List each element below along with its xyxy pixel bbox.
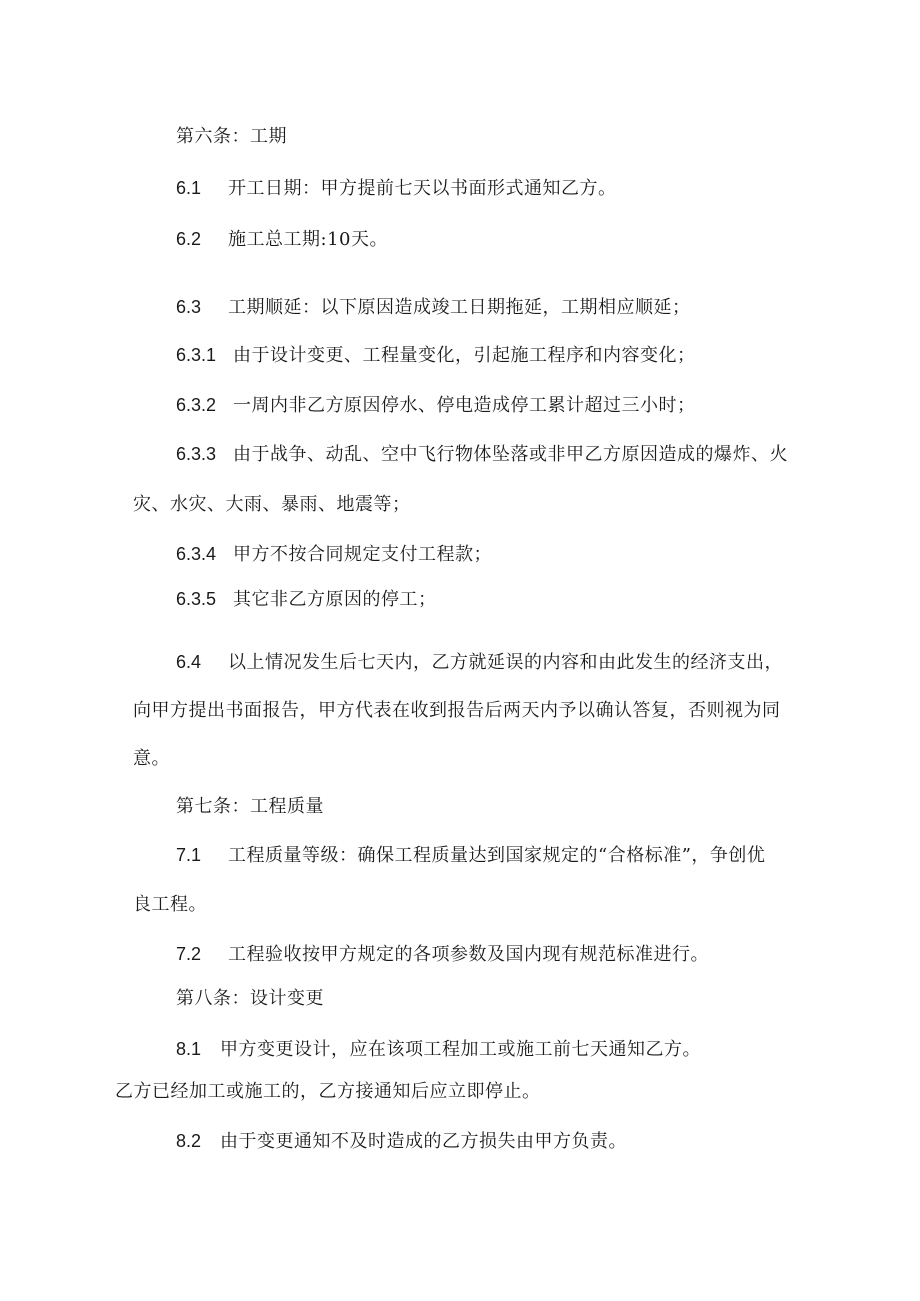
clause-6-4-continuation-1: 向甲方提出书面报告，甲方代表在收到报告后两天内予以确认答复，否则视为同 xyxy=(133,700,781,721)
clause-6-3-4: 6.3.4 甲方不按合同规定支付工程款； xyxy=(176,544,492,565)
clause-8-1: 8.1 甲方变更设计，应在该项工程加工或施工前七天通知乙方。 xyxy=(176,1039,701,1060)
article-7-heading: 第七条：工程质量 xyxy=(176,796,324,817)
clause-6-3: 6.3 工期顺延：以下原因造成竣工日期拖延，工期相应顺延； xyxy=(176,297,691,318)
article-6-heading: 第六条：工期 xyxy=(176,126,287,147)
clause-7-1: 7.1 工程质量等级：确保工程质量达到国家规定的“合格标准”，争创优 xyxy=(176,845,766,866)
clause-6-4-continuation-2: 意。 xyxy=(133,748,170,769)
clause-6-3-2: 6.3.2 一周内非乙方原因停水、停电造成停工累计超过三小时； xyxy=(176,395,696,416)
clause-6-3-3: 6.3.3 由于战争、动乱、空中飞行物体坠落或非甲乙方原因造成的爆炸、火 xyxy=(176,444,788,465)
clause-8-2: 8.2 由于变更通知不及时造成的乙方损失由甲方负责。 xyxy=(176,1131,627,1152)
clause-7-2: 7.2 工程验收按甲方规定的各项参数及国内现有规范标准进行。 xyxy=(176,944,709,965)
clause-6-1: 6.1 开工日期：甲方提前七天以书面形式通知乙方。 xyxy=(176,178,617,199)
clause-6-2: 6.2 施工总工期:10天。 xyxy=(176,229,388,250)
clause-6-3-1: 6.3.1 由于设计变更、工程量变化，引起施工程序和内容变化； xyxy=(176,345,696,366)
article-8-heading: 第八条：设计变更 xyxy=(176,988,324,1009)
clause-6-3-3-continuation: 灾、水灾、大雨、暴雨、地震等； xyxy=(133,494,411,515)
clause-6-4: 6.4 以上情况发生后七天内，乙方就延误的内容和由此发生的经济支出， xyxy=(176,652,783,673)
clause-6-3-5: 6.3.5 其它非乙方原因的停工； xyxy=(176,589,437,610)
clause-7-1-continuation: 良工程。 xyxy=(133,894,207,915)
clause-8-1-continuation: 乙方已经加工或施工的，乙方接通知后应立即停止。 xyxy=(115,1081,541,1102)
